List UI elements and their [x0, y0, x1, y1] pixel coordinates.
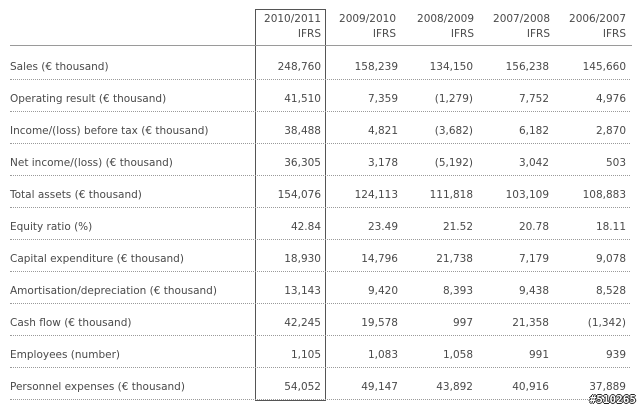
cell-value: 991 — [528, 349, 549, 361]
table-row-total-assets — [10, 187, 630, 208]
cell-value: 503 — [605, 157, 626, 169]
cell-value: 154,076 — [277, 189, 321, 201]
cell-value: 4,976 — [595, 93, 626, 105]
cell-value: 3,178 — [367, 157, 398, 169]
cell-value: 18.11 — [595, 221, 626, 233]
cell-value: 9,078 — [595, 253, 626, 265]
column-header-2009-2010: 2009/2010 IFRS — [339, 13, 396, 40]
row-label: Income/(loss) before tax (€ thousand) — [10, 125, 209, 137]
image-id-watermark: #510265 — [589, 393, 636, 406]
column-header-2010-2011: 2010/2011 IFRS — [264, 13, 321, 40]
cell-value: 103,109 — [505, 189, 549, 201]
cell-value: 145,660 — [582, 61, 626, 73]
cell-value: 8,528 — [595, 285, 626, 297]
table-row-equity-ratio — [10, 219, 630, 240]
cell-value: 54,052 — [284, 381, 321, 393]
table-row-personnel-expenses — [10, 379, 630, 400]
cell-value: 9,438 — [518, 285, 549, 297]
header-divider — [10, 45, 632, 46]
cell-value: 9,420 — [367, 285, 398, 297]
cell-value: (1,279) — [434, 93, 473, 105]
table-row-income-before-tax — [10, 123, 630, 144]
column-header-2008-2009: 2008/2009 IFRS — [417, 13, 474, 40]
column-header-2006-2007: 2006/2007 IFRS — [569, 13, 626, 40]
cell-value: 14,796 — [361, 253, 398, 265]
row-label: Equity ratio (%) — [10, 221, 93, 233]
cell-value: 7,359 — [367, 93, 398, 105]
table-row-sales — [10, 59, 630, 80]
table-row-amortisation-depreciation — [10, 283, 630, 304]
cell-value: 38,488 — [284, 125, 321, 137]
cell-value: 13,143 — [284, 285, 321, 297]
cell-value: 43,892 — [436, 381, 473, 393]
row-label: Amortisation/depreciation (€ thousand) — [10, 285, 217, 297]
cell-value: 20.78 — [518, 221, 549, 233]
cell-value: 23.49 — [367, 221, 398, 233]
cell-value: (3,682) — [434, 125, 473, 137]
row-label: Cash flow (€ thousand) — [10, 317, 132, 329]
cell-value: 21,738 — [436, 253, 473, 265]
cell-value: 8,393 — [442, 285, 473, 297]
cell-value: 7,752 — [518, 93, 549, 105]
cell-value: 1,105 — [290, 349, 321, 361]
cell-value: 7,179 — [518, 253, 549, 265]
cell-value: 40,916 — [512, 381, 549, 393]
cell-value: 158,239 — [354, 61, 398, 73]
table-row-cash-flow — [10, 315, 630, 336]
cell-value: 37,889 — [589, 381, 626, 393]
cell-value: 4,821 — [367, 125, 398, 137]
cell-value: 42.84 — [290, 221, 321, 233]
cell-value: 248,760 — [277, 61, 321, 73]
cell-value: 997 — [452, 317, 473, 329]
cell-value: 36,305 — [284, 157, 321, 169]
row-label: Total assets (€ thousand) — [10, 189, 142, 201]
table-row-employees — [10, 347, 630, 368]
table-row-operating-result — [10, 91, 630, 112]
cell-value: (5,192) — [434, 157, 473, 169]
table-row-net-income — [10, 155, 630, 176]
cell-value: 41,510 — [284, 93, 321, 105]
cell-value: 2,870 — [595, 125, 626, 137]
row-label: Capital expenditure (€ thousand) — [10, 253, 184, 265]
cell-value: 18,930 — [284, 253, 321, 265]
cell-value: 111,818 — [429, 189, 473, 201]
cell-value: 156,238 — [505, 61, 549, 73]
row-label: Employees (number) — [10, 349, 120, 361]
cell-value: (1,342) — [587, 317, 626, 329]
cell-value: 49,147 — [361, 381, 398, 393]
cell-value: 21.52 — [442, 221, 473, 233]
row-label: Net income/(loss) (€ thousand) — [10, 157, 173, 169]
cell-value: 21,358 — [512, 317, 549, 329]
row-label: Personnel expenses (€ thousand) — [10, 381, 185, 393]
cell-value: 124,113 — [354, 189, 398, 201]
row-label: Sales (€ thousand) — [10, 61, 109, 73]
table-row-capital-expenditure — [10, 251, 630, 272]
cell-value: 1,058 — [442, 349, 473, 361]
cell-value: 1,083 — [367, 349, 398, 361]
cell-value: 19,578 — [361, 317, 398, 329]
cell-value: 6,182 — [518, 125, 549, 137]
cell-value: 939 — [605, 349, 626, 361]
row-label: Operating result (€ thousand) — [10, 93, 167, 105]
column-header-2007-2008: 2007/2008 IFRS — [493, 13, 550, 40]
cell-value: 42,245 — [284, 317, 321, 329]
cell-value: 108,883 — [582, 189, 626, 201]
cell-value: 134,150 — [429, 61, 473, 73]
cell-value: 3,042 — [518, 157, 549, 169]
